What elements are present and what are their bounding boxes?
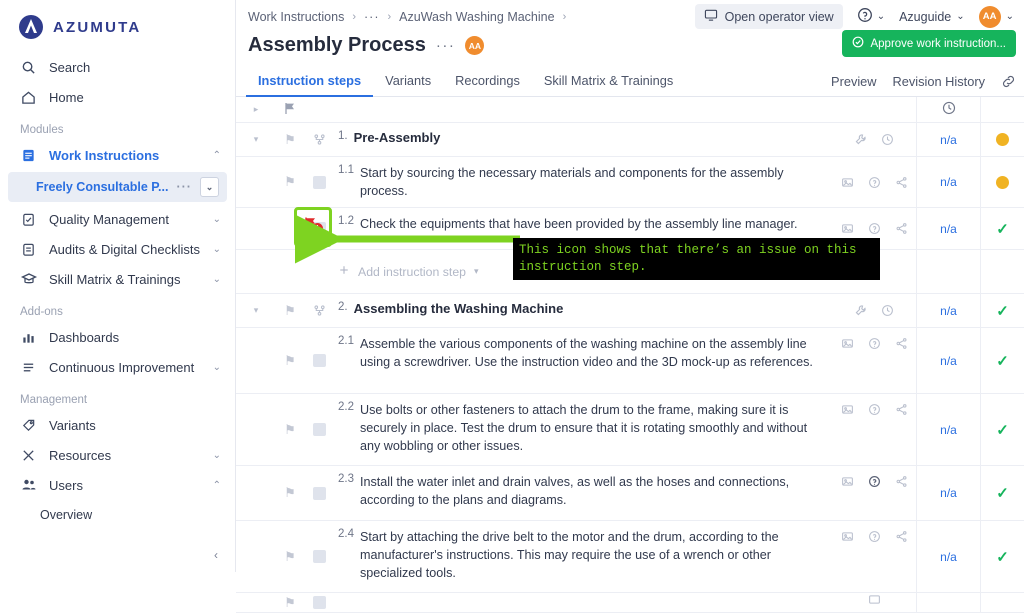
add-instruction-step-label: Add instruction step [358,264,467,279]
row-icons [832,123,916,156]
instruction-steps-table [236,97,1024,613]
checkbox-icon [313,176,326,189]
row-flag[interactable] [276,123,304,156]
sidebar-item-resources[interactable] [0,440,235,470]
sidebar-item-label: Audits & Digital Checklists [49,241,200,257]
row-duration-value: n/a [940,303,957,318]
status-badge-pending [996,133,1009,146]
search-icon [20,59,37,76]
checkbox-icon [313,423,326,436]
row-flag-issue[interactable] [276,208,304,249]
row-content[interactable] [334,394,832,465]
share-icon[interactable] [895,222,908,235]
image-icon[interactable] [841,530,854,543]
image-icon[interactable] [841,403,854,416]
sidebar-item-users[interactable] [0,470,235,500]
sidebar-section-management: Management [20,394,88,406]
spacer [916,250,980,293]
table-row[interactable] [236,294,1024,328]
row-duration[interactable] [916,593,980,612]
link-icon[interactable] [1001,74,1016,89]
row-expand-toggle[interactable] [236,466,276,520]
row-expand-toggle[interactable] [236,593,276,612]
question-icon[interactable] [868,475,881,488]
sidebar-item-quality-management[interactable] [0,204,235,234]
wrench-icon[interactable] [854,304,867,317]
row-flag[interactable] [276,466,304,520]
chevron-down-icon[interactable]: ⌄ [200,177,219,197]
sidebar-subitem-label: Freely Consultable P... [36,180,169,194]
share-icon[interactable] [895,403,908,416]
sidebar-item-label: Variants [49,417,96,433]
account-avatar-menu[interactable] [979,6,1014,28]
tab-preview[interactable]: Preview [831,73,877,89]
row-text: Start by attaching the drive belt to the motor and the drum, according to the manufacturer's instructions. This may require the use of a wrench or other specialized tools. [360,530,779,580]
page-title-more-icon[interactable]: ··· [435,37,456,54]
row-icons [832,157,916,207]
row-expand-toggle[interactable] [236,328,276,393]
sidebar-item-label: Quality Management [49,211,169,227]
row-number: 2.2 [338,401,354,413]
table-row[interactable] [236,593,1024,613]
table-row[interactable] [236,466,1024,521]
question-icon[interactable] [868,403,881,416]
row-status[interactable] [980,208,1024,249]
row-icons [832,521,916,592]
row-duration[interactable] [916,394,980,465]
expand-header [236,97,276,122]
row-duration[interactable] [916,466,980,520]
branch-header [304,97,334,122]
row-duration[interactable] [916,328,980,393]
row-branch[interactable] [304,123,334,156]
row-number: 2.1 [338,335,354,347]
sidebar-item-label: Continuous Improvement [49,359,195,375]
chevron-down-icon: ⌄ [956,11,965,22]
breadcrumb-more[interactable]: ··· [364,10,380,24]
brand-name: AZUMUTA [53,18,142,36]
graduation-cap-icon [20,271,37,288]
row-duration-value: n/a [940,422,957,437]
question-icon[interactable] [868,222,881,235]
row-status[interactable] [980,123,1024,156]
status-badge-done: ✓ [996,302,1009,320]
avatar: AA [979,6,1001,28]
row-content[interactable] [334,466,832,520]
table-row[interactable] [236,394,1024,466]
row-status[interactable] [980,521,1024,592]
plus-icon [338,264,350,279]
brand[interactable] [0,0,235,52]
sidebar-item-label: Users [49,477,83,493]
row-duration-value: n/a [940,353,957,368]
checkbox-icon [313,596,326,609]
help-chevron-down-icon: ⌄ [876,11,886,22]
sidebar-item-dashboards[interactable] [0,322,235,352]
row-branch[interactable] [304,593,334,612]
row-flag[interactable] [276,593,304,612]
row-duration[interactable] [916,521,980,592]
tab-bar [236,65,1024,97]
tab-variants[interactable]: Variants [385,72,432,88]
image-icon[interactable] [841,475,854,488]
flag-icon: ⚑ [284,485,296,500]
home-icon [20,89,37,106]
sidebar-item-label: Home [49,89,84,105]
row-duration[interactable] [916,294,980,327]
chevron-down-icon[interactable]: ▾ [253,134,259,144]
row-content[interactable] [334,328,832,393]
chevron-down-icon[interactable]: ⌄ [212,243,221,255]
row-duration[interactable] [916,157,980,207]
annotation-arrow [325,222,525,262]
sidebar-section-addons: Add-ons [20,306,63,318]
icons-header [832,97,916,122]
chevron-down-icon[interactable]: ▾ [253,305,259,315]
share-icon[interactable] [895,475,908,488]
row-expand-toggle[interactable] [236,157,276,207]
image-icon[interactable] [841,176,854,189]
sidebar-item-work-instructions[interactable] [0,140,235,170]
approve-button-label: Approve work instruction... [870,37,1006,50]
flag-icon: ⚑ [284,174,296,189]
status-badge-done: ✓ [996,485,1009,502]
tab-revision-history[interactable]: Revision History [892,73,985,89]
row-expand-toggle[interactable] [236,123,276,156]
spacer [980,250,1024,293]
breadcrumb-item[interactable]: AzuWash Washing Machine [399,10,555,24]
row-icons [832,394,916,465]
sidebar-item-label: Work Instructions [49,147,160,163]
flag-icon: ⚑ [284,594,296,610]
clipboard-icon [20,241,37,258]
sidebar-item-search[interactable] [0,52,235,82]
branch-icon [313,133,326,146]
share-icon[interactable] [895,176,908,189]
status-badge-done: ✓ [996,352,1009,370]
question-icon [857,7,873,26]
sidebar-item-overview[interactable] [0,500,235,530]
monitor-icon [704,9,718,24]
row-number: 1. [338,130,348,142]
row-number: 2.3 [338,473,354,485]
users-icon [20,477,37,494]
sidebar-collapse-button[interactable]: ‹ [214,548,218,562]
spacer [236,250,276,293]
sidebar-item-label: Dashboards [49,329,120,345]
row-flag[interactable] [276,294,304,327]
user-name: Azuguide [899,9,952,24]
row-expand-toggle[interactable] [236,521,276,592]
row-branch[interactable] [304,328,334,393]
page-title: Assembly Process [248,34,426,56]
chevron-up-icon[interactable]: ⌃ [212,479,221,491]
breadcrumb-separator: › [387,11,392,23]
sidebar-item-variants[interactable] [0,410,235,440]
row-status[interactable] [980,593,1024,612]
table-row[interactable] [236,521,1024,593]
breadcrumb-separator: › [352,11,356,23]
row-content[interactable] [334,521,832,592]
question-icon[interactable] [868,337,881,350]
chevron-down-icon[interactable]: ▾ [474,266,479,276]
row-status[interactable] [980,294,1024,327]
tab-recordings[interactable]: Recordings [455,72,520,88]
row-content[interactable] [334,157,832,207]
share-icon[interactable] [895,337,908,350]
status-header [980,97,1024,122]
row-status[interactable] [980,157,1024,207]
assignee-avatar[interactable]: AA [465,36,484,55]
user-menu[interactable] [899,10,965,24]
chevron-down-icon: ⌄ [1005,11,1014,22]
status-badge-done: ✓ [996,421,1009,439]
bar-chart-icon [20,329,37,346]
annotation-caption-line1: This icon shows that there’s an issue on this [519,243,857,257]
flag-icon: ⚑ [284,548,296,564]
row-duration[interactable] [916,208,980,249]
row-title: Assembling the Washing Machine [353,301,564,316]
time-header [916,97,980,122]
row-content[interactable] [334,294,832,327]
image-icon[interactable] [868,593,881,606]
chevron-down-icon[interactable]: ⌄ [212,273,221,285]
sidebar-subitem-more-icon[interactable]: ··· [176,180,192,194]
help-button[interactable] [857,7,885,26]
row-branch[interactable] [304,394,334,465]
row-expand-toggle[interactable] [236,394,276,465]
row-title: Pre-Assembly [353,130,441,145]
row-number: 1.2 [338,215,354,227]
row-status[interactable] [980,466,1024,520]
row-expand-toggle[interactable] [236,208,276,249]
image-icon[interactable] [841,337,854,350]
image-icon[interactable] [841,222,854,235]
sidebar-item-label: Resources [49,447,112,463]
row-content[interactable] [334,123,832,156]
table-row[interactable] [236,328,1024,394]
row-icons [832,328,916,393]
row-duration-value: n/a [940,549,957,564]
check-circle-icon [852,36,864,51]
question-icon[interactable] [868,176,881,189]
tag-icon [20,417,37,434]
row-icons [832,593,916,612]
chevron-right-icon[interactable]: ▸ [253,104,259,114]
flag-icon: ⚑ [284,421,296,437]
tab-instruction-steps[interactable]: Instruction steps [246,65,373,97]
breadcrumb [248,10,566,24]
row-status[interactable] [980,328,1024,393]
row-branch[interactable] [304,521,334,592]
row-text: Use bolts or other fasteners to attach the drum to the frame, making sure it is securely in place. Test the drum to ensure that it is rotating smoothly and without any wobbling or other issues. [360,403,808,453]
tab-skill-matrix-trainings[interactable]: Skill Matrix & Trainings [543,72,674,88]
sidebar-item-freely-consultable[interactable] [8,172,227,202]
sidebar-item-continuous-improvement[interactable] [0,352,235,382]
row-expand-toggle[interactable] [236,294,276,327]
clock-icon [942,101,956,118]
sidebar-item-audits-digital-checklists[interactable] [0,234,235,264]
status-badge-done: ✓ [996,548,1009,566]
table-row[interactable] [236,123,1024,157]
open-operator-view-label: Open operator view [724,9,834,24]
row-text: Check the equipments that have been provided by the assembly line manager. [360,217,798,231]
table-row[interactable] [236,157,1024,208]
breadcrumb-root[interactable]: Work Instructions [248,10,345,24]
flag-icon: ⚑ [284,352,296,368]
flag-header [276,97,304,122]
flag-icon: ⚑ [284,302,296,318]
row-branch[interactable] [304,294,334,327]
main-content [236,0,1024,610]
wrench-icon[interactable] [854,133,867,146]
row-duration-value: n/a [940,221,957,236]
checkbox-icon [313,354,326,367]
top-bar-actions [695,4,1014,29]
top-bar [236,0,1024,28]
table-header-row [236,97,1024,123]
title-row [236,28,1024,59]
sidebar-item-label: Search [49,59,91,75]
approve-work-instruction-button[interactable] [842,30,1016,57]
sidebar-item-skill-matrix-trainings[interactable] [0,264,235,294]
document-icon [20,147,37,164]
annotation-caption [513,238,880,280]
row-number: 1.1 [338,164,354,176]
row-branch[interactable] [304,466,334,520]
status-badge-pending [996,176,1009,189]
row-duration[interactable] [916,123,980,156]
issue-count-badge: ! [312,223,323,234]
chevron-down-icon[interactable]: ⌄ [212,361,221,373]
sidebar-section-modules: Modules [20,124,64,136]
flag-icon [284,102,296,118]
branch-icon [313,304,326,317]
annotation-caption-line2: instruction step. [519,260,647,274]
azumuta-logo-icon [18,14,44,40]
question-icon[interactable] [868,530,881,543]
row-duration-value: n/a [940,175,957,189]
row-content[interactable] [334,593,832,612]
clock-history-icon[interactable] [881,133,894,146]
row-text: Install the water inlet and drain valves, as well as the hoses and connections, according to the plans and diagrams. [360,475,790,507]
row-duration-value: n/a [940,486,957,500]
open-operator-view-button[interactable] [695,4,843,29]
tools-icon [20,447,37,464]
chevron-up-icon[interactable]: ⌃ [212,149,221,161]
row-status[interactable] [980,394,1024,465]
row-text: Assemble the various components of the washing machine on the assembly line using a screwdriver. Use the instruction video and the 3D mock-up as references. [360,337,813,369]
checkbox-icon [313,487,326,500]
row-flag[interactable] [276,521,304,592]
clock-history-icon[interactable] [881,304,894,317]
row-flag[interactable] [276,394,304,465]
sidebar-item-home[interactable] [0,82,235,112]
row-branch[interactable] [304,157,334,207]
chevron-down-icon[interactable]: ⌄ [212,213,221,225]
sidebar-subitem-label: Overview [40,508,93,522]
row-icons [832,294,916,327]
row-duration-value: n/a [940,132,957,147]
list-icon [20,359,37,376]
tab-bar-actions [831,65,1016,97]
flag-icon: ⚑ [284,131,296,147]
row-icons [832,466,916,520]
sidebar [0,0,236,572]
clipboard-check-icon [20,211,37,228]
row-flag[interactable] [276,157,304,207]
sidebar-item-label: Skill Matrix & Trainings [49,271,181,287]
row-flag[interactable] [276,328,304,393]
row-number: 2. [338,301,348,313]
spacer [276,250,304,293]
row-number: 2.4 [338,528,354,540]
chevron-down-icon[interactable]: ⌄ [212,449,221,461]
share-icon[interactable] [895,530,908,543]
breadcrumb-separator: › [562,11,567,23]
status-badge-done: ✓ [996,220,1009,238]
content-header [334,97,832,122]
checkbox-icon [313,550,326,563]
row-text: Start by sourcing the necessary materials and components for the assembly process. [360,166,784,198]
